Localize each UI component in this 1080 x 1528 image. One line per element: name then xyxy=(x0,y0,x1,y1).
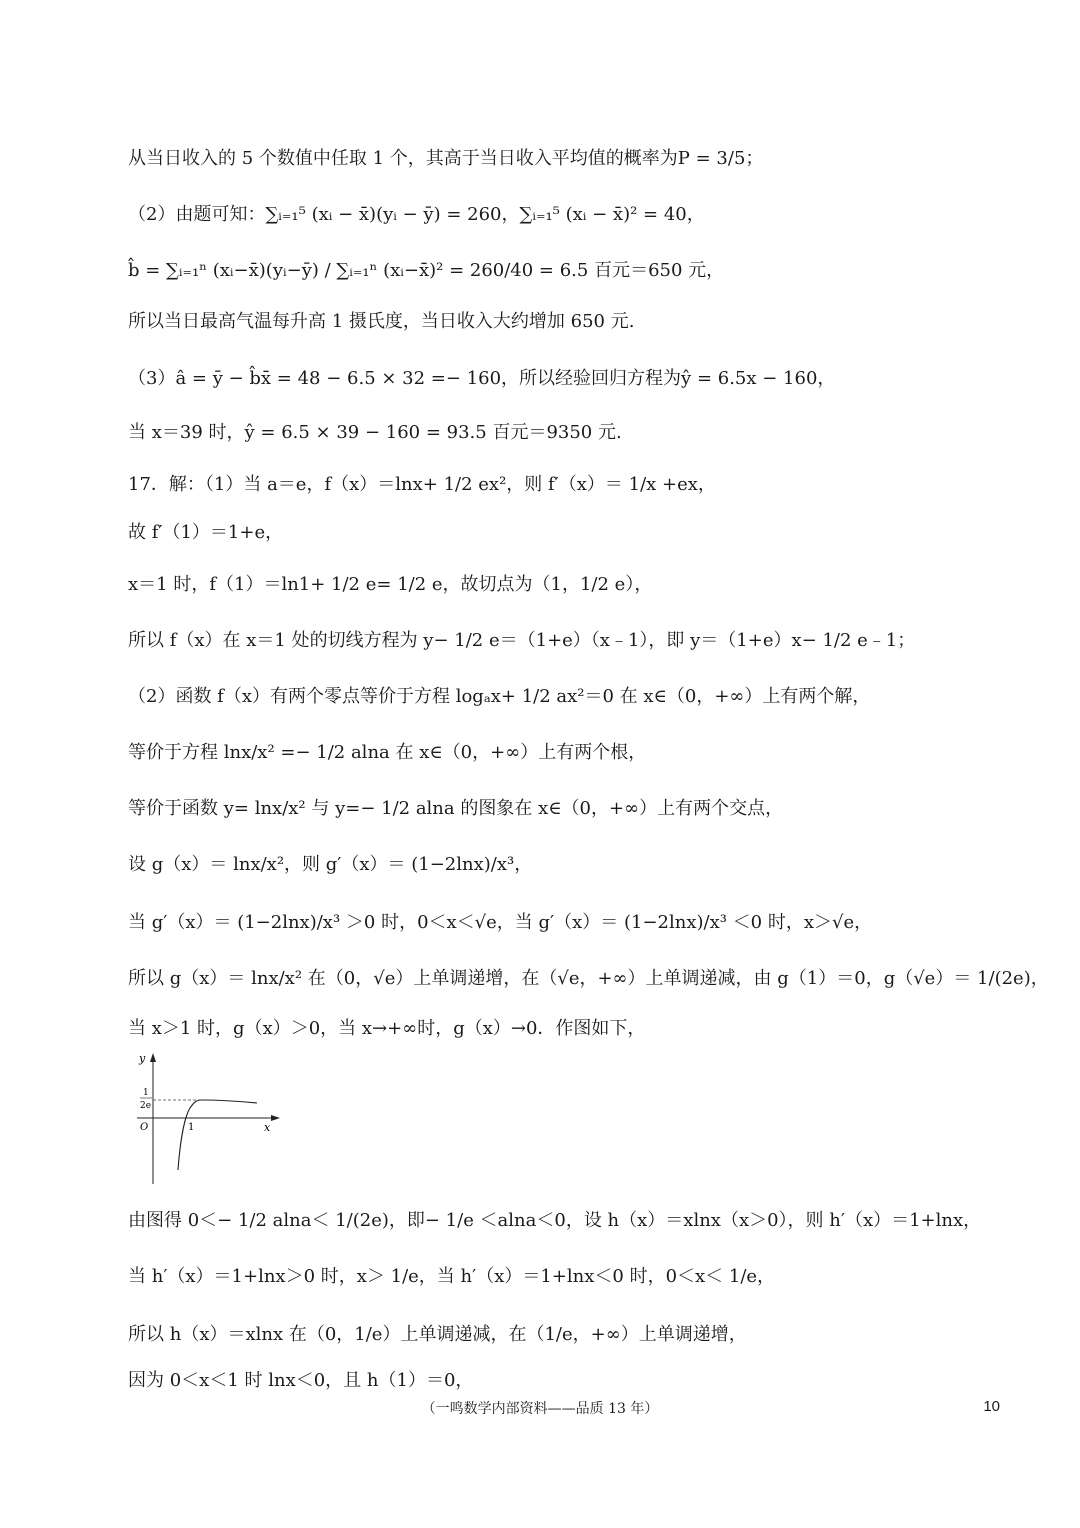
text-line-3: b̂ = ∑ᵢ₌₁ⁿ (xᵢ−x̄)(yᵢ−ȳ) / ∑ᵢ₌₁ⁿ (xᵢ−x̄)² = 260/40 = 6.5 百元＝650 元， xyxy=(128,260,725,281)
text-line-6: 当 x＝39 时，ŷ = 6.5 × 39 − 160 = 93.5 百元＝9350 元. xyxy=(128,422,622,443)
x-axis-arrow xyxy=(271,1115,280,1121)
text-line-8: 故 f′（1）＝1+e， xyxy=(128,522,284,543)
y-axis-label: y xyxy=(139,1052,146,1065)
text-line-9: x＝1 时，f（1）＝ln1+ 1/2 e= 1/2 e，故切点为（1，1/2 e）， xyxy=(128,574,653,595)
level-label-numerator: 1 xyxy=(143,1088,149,1098)
page-footer: （一鸣数学内部资料——品质 13 年） xyxy=(421,1401,659,1417)
text-line-19: 当 h′（x）＝1+lnx＞0 时，x＞ 1/e，当 h′（x）＝1+lnx＜0 时，0＜x＜ 1/e， xyxy=(128,1266,776,1287)
text-line-21: 因为 0＜x＜1 时 lnx＜0，且 h（1）＝0， xyxy=(128,1370,474,1391)
text-line-13: 等价于函数 y= lnx/x² 与 y=− 1/2 alna 的图象在 x∈（0，+∞）上有两个交点， xyxy=(128,798,784,819)
text-line-20: 所以 h（x）＝xlnx 在（0，1/e）上单调递减，在（1/e，+∞）上单调递增， xyxy=(128,1324,747,1345)
level-label-denominator: 2e xyxy=(140,1101,152,1111)
text-line-15: 当 g′（x）＝ (1−2lnx)/x³ ＞0 时，0＜x＜√e，当 g′（x）＝ (1−2lnx)/x³ ＜0 时，x＞√e， xyxy=(128,912,873,933)
page-number: 10 xyxy=(983,1398,1000,1415)
text-line-14: 设 g（x）＝ lnx/x²，则 g′（x）＝ (1−2lnx)/x³， xyxy=(128,854,533,875)
text-line-1: 从当日收入的 5 个数值中任取 1 个，其高于当日收入平均值的概率为P = 3/5； xyxy=(128,148,764,169)
text-line-10: 所以 f（x）在 x＝1 处的切线方程为 y− 1/2 e＝（1+e）（x﹣1），即 y＝（1+e）x− 1/2 e﹣1； xyxy=(128,630,916,651)
tick-label-one: 1 xyxy=(188,1122,195,1133)
text-line-12: 等价于方程 lnx/x² =− 1/2 alna 在 x∈（0，+∞）上有两个根， xyxy=(128,742,647,763)
origin-label: O xyxy=(140,1122,149,1133)
text-line-11: （2）函数 f（x）有两个零点等价于方程 logₐx+ 1/2 ax²＝0 在 x∈（0，+∞）上有两个解， xyxy=(128,686,871,707)
text-line-17: 当 x＞1 时，g（x）＞0，当 x→+∞时，g（x）→0．作图如下， xyxy=(128,1018,646,1039)
curve-g xyxy=(178,1100,257,1170)
text-line-7: 17．解：（1）当 a＝e，f（x）＝lnx+ 1/2 ex²，则 f′（x）＝ 1/x +ex， xyxy=(128,474,716,495)
function-graph xyxy=(125,1048,285,1188)
x-axis-label: x xyxy=(264,1121,271,1134)
y-axis-arrow xyxy=(150,1053,156,1062)
text-line-16: 所以 g（x）＝ lnx/x² 在（0，√e）上单调递增，在（√e，+∞）上单调递减，由 g（1）＝0，g（√e）＝ 1/(2e)， xyxy=(128,968,1049,989)
text-line-18: 由图得 0＜− 1/2 alna＜ 1/(2e)，即− 1/e ＜alna＜0，设 h（x）＝xlnx（x＞0），则 h′（x）＝1+lnx， xyxy=(128,1210,982,1231)
text-line-2: （2）由题可知：∑ᵢ₌₁⁵ (xᵢ − x̄)(yᵢ − ȳ) = 260，∑ᵢ₌₁⁵ (xᵢ − x̄)² = 40， xyxy=(128,204,705,225)
text-line-4: 所以当日最高气温每升高 1 摄氏度，当日收入大约增加 650 元. xyxy=(128,311,635,332)
text-line-5: （3）â = ȳ − b̂x̄ = 48 − 6.5 × 32 =− 160，所以经验回归方程为ŷ = 6.5x − 160， xyxy=(128,368,836,389)
